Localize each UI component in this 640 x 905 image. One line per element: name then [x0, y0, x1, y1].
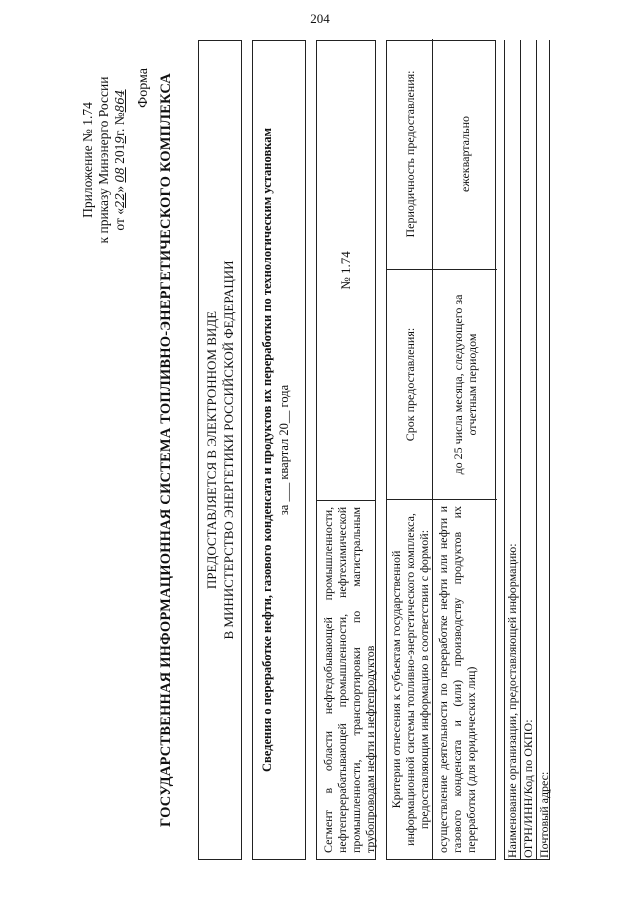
submission-box	[198, 40, 242, 860]
info-left-border	[504, 859, 550, 860]
handwritten-year-digit: 9	[113, 136, 127, 144]
appendix-order-date: от «22» 08 2019г. №864	[112, 89, 127, 231]
address-field: Почтовый адрес:	[537, 771, 551, 858]
submission-line-2: В МИНИСТЕРСТВО ЭНЕРГЕТИКИ РОССИЙСКОЙ ФЕДЕРАЦИИ	[221, 260, 236, 640]
header-deadline: Срок предоставления:	[387, 269, 433, 499]
row-deadline: до 25 числа месяца, следующего за отчетным периодом	[433, 269, 497, 499]
report-title: Сведения о переработке нефти, газового конденсата и продуктов их переработки по технологическим установкам	[260, 128, 274, 772]
submission-line-1: ПРЕДОСТАВЛЯЕТСЯ В ЭЛЕКТРОННОМ ВИДЕ	[204, 310, 219, 590]
report-period: за ___ квартал 20__ года	[277, 384, 291, 516]
appendix-order-ref: к приказу Минэнерго России	[96, 76, 111, 244]
organization-info	[504, 40, 550, 860]
ogrn-field: ОГРН/ИНН/Код по ОКПО:	[521, 40, 537, 860]
handwritten-order-number: 864	[113, 89, 127, 113]
appendix-header	[80, 50, 128, 270]
form-page	[80, 20, 560, 880]
report-title-box	[252, 40, 306, 860]
row-criteria: осуществление деятельности по переработке нефти или нефти и газового конденсата и (или) производству продуктов их переработки (для юридических лиц)	[433, 499, 497, 859]
appendix-number: Приложение № 1.74	[80, 102, 95, 218]
segment-text: Сегмент в области нефтедобывающей промышленности, нефтеперерабатывающей промышленности, нефтехимической промышленности, транспортировки по магистральным трубопроводам нефти и нефтепродуктов	[317, 500, 375, 859]
handwritten-month: 08	[113, 167, 127, 183]
row-periodicity: ежеквартально	[458, 116, 472, 192]
requirements-table	[386, 40, 496, 860]
page-number: 204	[310, 11, 330, 26]
form-label: Форма	[136, 68, 151, 108]
form-number: № 1.74	[338, 251, 353, 290]
header-periodicity: Периодичность предоставления:	[387, 39, 433, 269]
org-name-field: Наименование организации, предоставляющей информацию:	[505, 40, 521, 860]
segment-box	[316, 40, 376, 860]
main-title: ГОСУДАРСТВЕННАЯ ИНФОРМАЦИОННАЯ СИСТЕМА ТОПЛИВНО-ЭНЕРГЕТИЧЕСКОГО КОМПЛЕКСА	[158, 73, 174, 827]
header-criteria: Критерии отнесения к субъектам государственной информационной системы топливно-энергетического комплекса, предоставляющим информацию в соответствии с формой:	[387, 499, 433, 859]
handwritten-day: 22	[113, 192, 127, 208]
